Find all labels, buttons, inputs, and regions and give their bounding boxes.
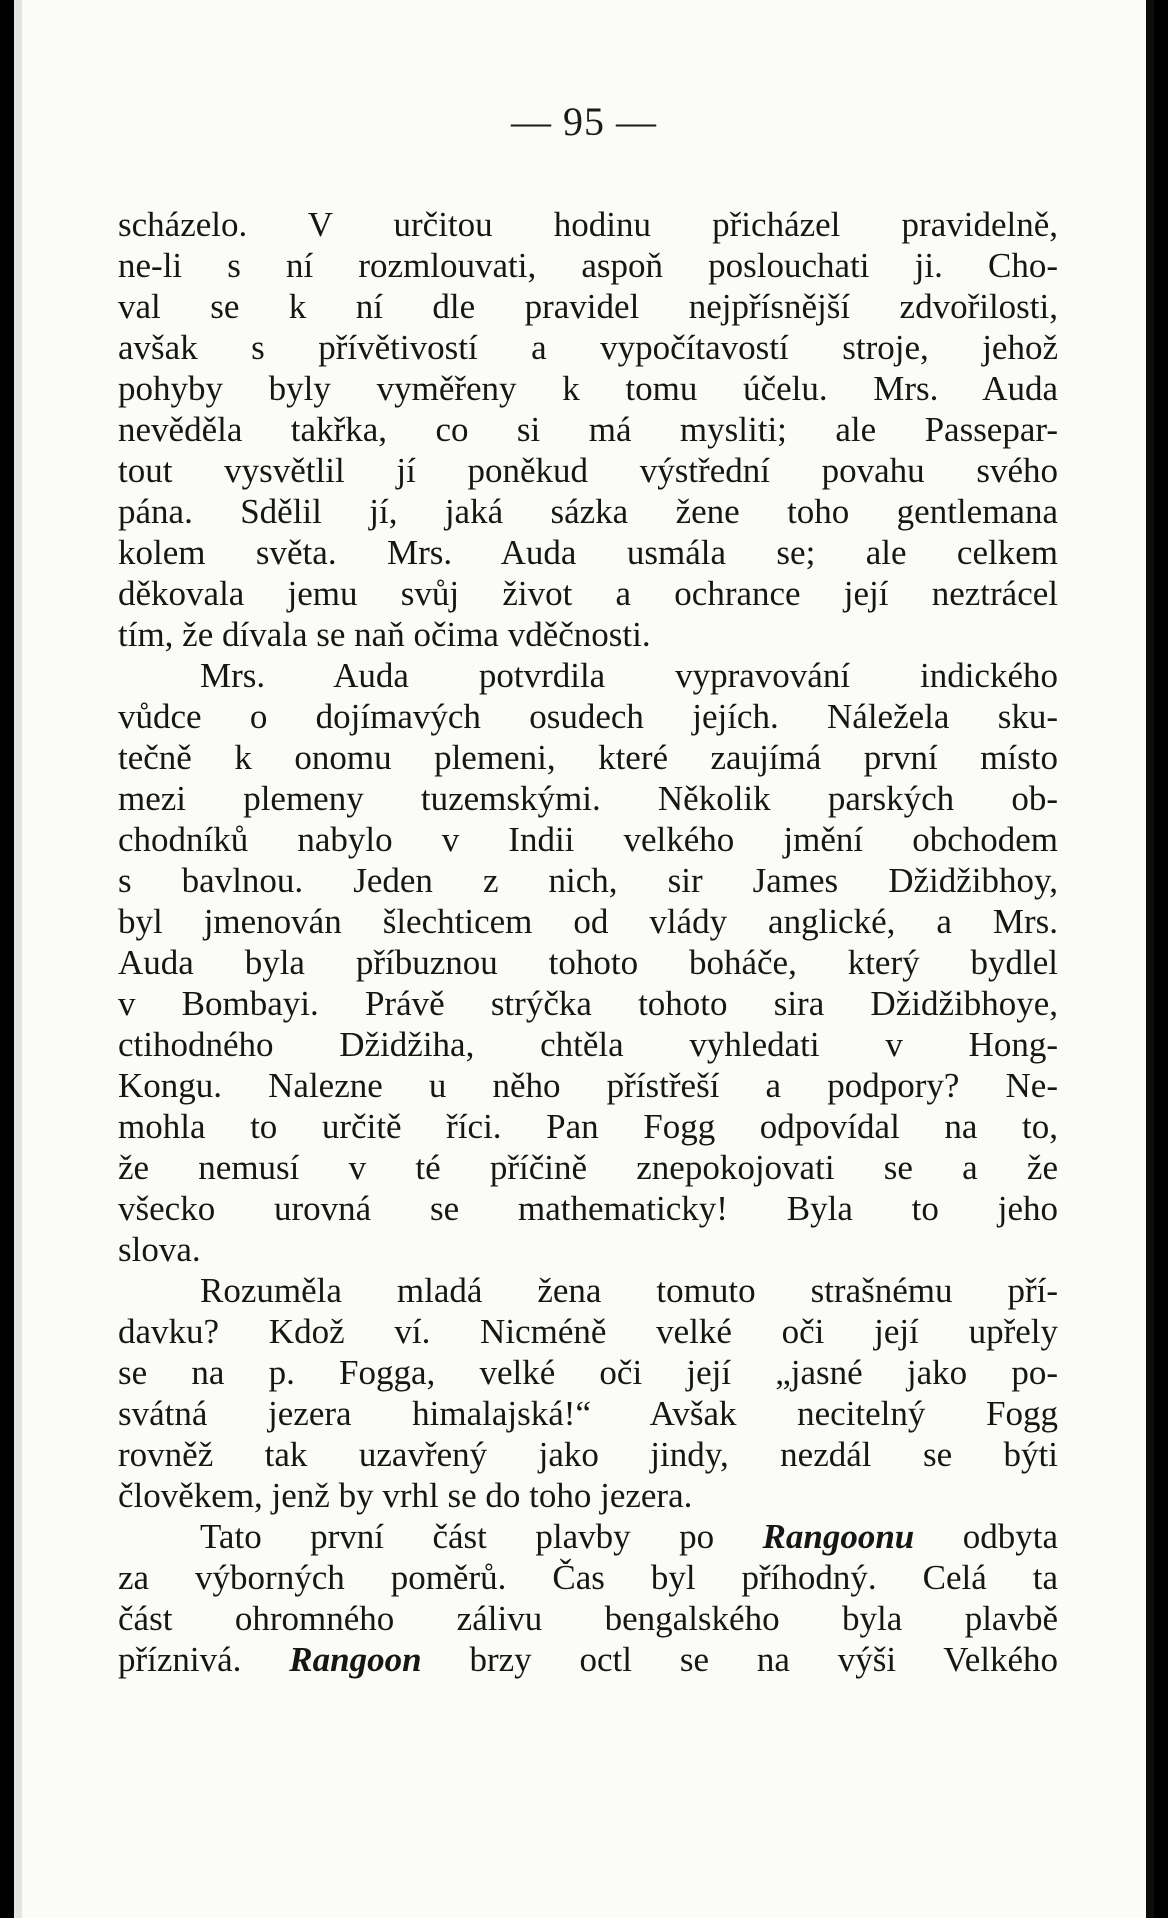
- page-number: — 95 —: [511, 99, 657, 144]
- text-line: ne-li s ní rozmlouvati, aspoň poslouchati ji. Cho-: [118, 246, 1058, 285]
- text-line: slova.: [118, 1230, 201, 1269]
- text-line: s bavlnou. Jeden z nich, sir James Džidžibhoy,: [118, 861, 1058, 900]
- text-line: děkovala jemu svůj život a ochrance její neztrácel: [118, 574, 1058, 613]
- text-line: všecko urovná se mathematicky! Byla to jeho: [118, 1189, 1058, 1228]
- text-line: tím, že dívala se naň očima vděčnosti.: [118, 615, 651, 654]
- text-line: Auda byla příbuznou tohoto boháče, který bydlel: [118, 943, 1058, 982]
- body-text: [118, 204, 1058, 1680]
- text-line: v Bombayi. Právě strýčka tohoto sira Džidžibhoye,: [118, 984, 1058, 1023]
- text-line: Rozuměla mladá žena tomuto strašnému pří-: [200, 1271, 1058, 1310]
- text-line: že nemusí v té příčině znepokojovati se a že: [118, 1148, 1058, 1187]
- ship-name: Rangoon: [289, 1640, 422, 1679]
- text-line: pána. Sdělil jí, jaká sázka žene toho gentlemana: [118, 492, 1058, 531]
- text-line: část ohromného zálivu bengalského byla plavbě: [118, 1599, 1058, 1638]
- ship-name: Rangoonu: [762, 1517, 915, 1556]
- text-line: scházelo. V určitou hodinu přicházel pravidelně,: [118, 205, 1058, 244]
- text-line: mohla to určitě říci. Pan Fogg odpovídal na to,: [118, 1107, 1058, 1146]
- text-line: vůdce o dojímavých osudech jejích. Náležela sku-: [118, 697, 1058, 736]
- text-line: se na p. Fogga, velké oči její „jasné jako po-: [118, 1353, 1058, 1392]
- text-line: Kongu. Nalezne u něho přístřeší a podpory? Ne-: [118, 1066, 1058, 1105]
- text-line: svátná jezera himalajská!“ Avšak necitelný Fogg: [118, 1394, 1058, 1433]
- text-line: příznivá. Rangoon brzy octl se na výši Velkého: [118, 1640, 1058, 1679]
- text-line: člověkem, jenž by vrhl se do toho jezera.: [118, 1476, 693, 1515]
- text-line: za výborných poměrů. Čas byl příhodný. Celá ta: [118, 1558, 1058, 1597]
- text-line: pohyby byly vyměřeny k tomu účelu. Mrs. Auda: [118, 369, 1058, 408]
- text-line: Tato první část plavby po Rangoonu odbyta: [200, 1517, 1058, 1556]
- text-line: ctihodného Džidžiha, chtěla vyhledati v Hong-: [118, 1025, 1058, 1064]
- text-line: chodníků nabylo v Indii velkého jmění obchodem: [118, 820, 1058, 859]
- text-line: Mrs. Auda potvrdila vypravování indického: [200, 656, 1058, 695]
- page-edge-right: [1146, 0, 1154, 1918]
- text-line: tout vysvětlil jí poněkud výstřední povahu svého: [118, 451, 1058, 490]
- text-line: val se k ní dle pravidel nejpřísnější zdvořilosti,: [118, 287, 1058, 326]
- text-line: rovněž tak uzavřený jako jindy, nezdál se býti: [118, 1435, 1058, 1474]
- text-line: mezi plemeny tuzemskými. Několik parských ob-: [118, 779, 1058, 818]
- book-page: [14, 0, 1154, 1918]
- text-line: tečně k onomu plemeni, které zaujímá první místo: [118, 738, 1058, 777]
- text-line: davku? Kdož ví. Nicméně velké oči její upřely: [118, 1312, 1058, 1351]
- text-line: avšak s přívětivostí a vypočítavostí stroje, jehož: [118, 328, 1058, 367]
- page-edge-left: [14, 0, 22, 1918]
- text-line: nevěděla takřka, co si má mysliti; ale Passepar-: [118, 410, 1058, 449]
- text-line: kolem světa. Mrs. Auda usmála se; ale celkem: [118, 533, 1058, 572]
- text-line: byl jmenován šlechticem od vlády anglické, a Mrs.: [118, 902, 1058, 941]
